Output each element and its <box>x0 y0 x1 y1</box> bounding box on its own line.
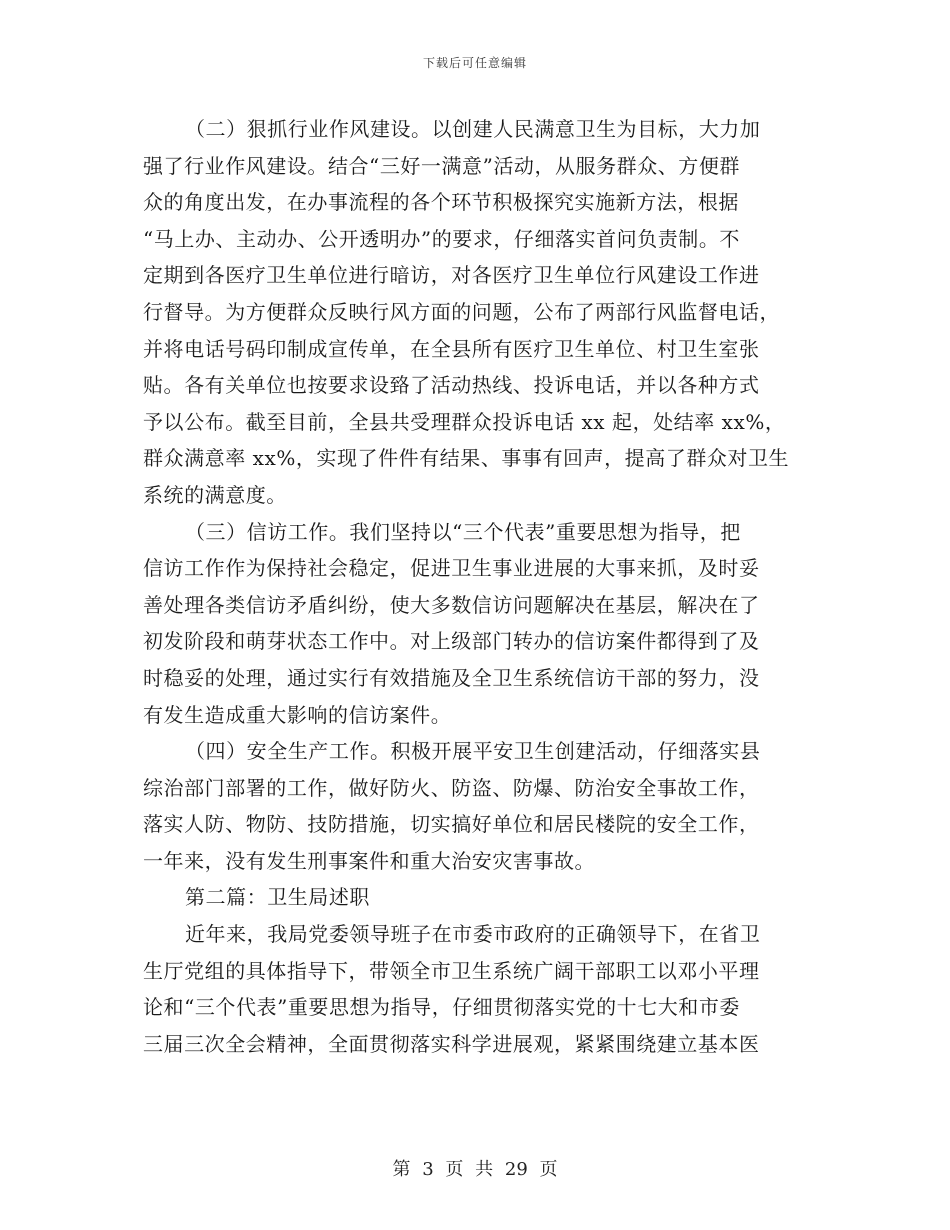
paragraph-line: 贴。各有关单位也按要求设臵了活动热线、投诉电话，并以各种方式 <box>143 373 760 398</box>
paragraph-line: 行督导。为方便群众反映行风方面的问题，公布了两部行风监督电话， <box>143 299 781 324</box>
paragraph-line: 善处理各类信访矛盾纠纷，使大多数信访问题解决在基层，解决在了 <box>143 592 760 617</box>
paragraph-line: 众的角度出发，在办事流程的各个环节积极探究实施新方法，根据 <box>143 190 739 215</box>
paragraph-line: 信访工作作为保持社会稳定，促进卫生事业进展的大事来抓，及时妥 <box>143 556 760 581</box>
section-heading: 第二篇：卫生局述职 <box>185 885 370 910</box>
header-note: 下载后可任意编辑 <box>422 56 527 70</box>
paragraph-line: 群众满意率 xx%，实现了件件有结果、事事有回声，提高了群众对卫生 <box>143 446 790 471</box>
paragraph-line: （二）狠抓行业作风建设。以创建人民满意卫生为目标，大力加 <box>185 117 761 141</box>
footer-total-unit: 页 <box>539 1159 558 1180</box>
paragraph-line: 综治部门部署的工作，做好防火、防盗、防爆、防治安全事故工作， <box>143 775 760 800</box>
paragraph-line: 予以公布。截至目前，全县共受理群众投诉电话 xx 起，处结率 xx%， <box>143 409 786 434</box>
paragraph-line: 时稳妥的处理，通过实行有效措施及全卫生系统信访干部的努力，没 <box>143 665 760 690</box>
paragraph-line: 系统的满意度。 <box>143 482 287 507</box>
footer-prefix: 第 <box>392 1159 411 1180</box>
paragraph-line: “马上办、主动办、公开透明办”的要求，仔细落实首问负责制。不 <box>143 226 740 251</box>
paragraph-line: 有发生造成重大影响的信访案件。 <box>143 702 452 727</box>
paragraph-line: 一年来，没有发生刑事案件和重大治安灾害事故。 <box>143 848 596 873</box>
paragraph-line: 生厅党组的具体指导下，带领全市卫生系统广阔干部职工以邓小平理 <box>143 958 760 983</box>
body-text <box>143 111 808 1062</box>
paragraph-line: 初发阶段和萌芽状态工作中。对上级部门转办的信访案件都得到了及 <box>143 629 760 654</box>
paragraph-line: 落实人防、物防、技防措施，切实搞好单位和居民楼院的安全工作， <box>143 812 760 837</box>
paragraph-line: 定期到各医疗卫生单位进行暗访，对各医疗卫生单位行风建设工作进 <box>143 263 760 288</box>
paragraph-line: 并将电话号码印制成宣传单，在全县所有医疗卫生单位、村卫生室张 <box>143 336 760 361</box>
paragraph-line: 论和“三个代表”重要思想为指导，仔细贯彻落实党的十七大和市委 <box>143 995 740 1020</box>
paragraph-line: （四）安全生产工作。积极开展平安卫生创建活动，仔细落实县 <box>185 739 761 764</box>
total-pages: 29 <box>504 1159 528 1180</box>
footer-page-unit: 页 <box>445 1159 464 1180</box>
paragraph-line: （三）信访工作。我们坚持以“三个代表”重要思想为指导，把 <box>185 519 741 544</box>
paragraph-line: 三届三次全会精神，全面贯彻落实科学进展观，紧紧围绕建立基本医 <box>143 1031 760 1056</box>
footer-total-prefix: 共 <box>475 1159 494 1180</box>
page-footer <box>0 1155 950 1181</box>
paragraph-line: 强了行业作风建设。结合“三好一满意”活动，从服务群众、方便群 <box>143 153 740 178</box>
paragraph-line: 近年来，我局党委领导班子在市委市政府的正确领导下，在省卫 <box>185 922 761 947</box>
page-number: 3 <box>422 1159 434 1180</box>
